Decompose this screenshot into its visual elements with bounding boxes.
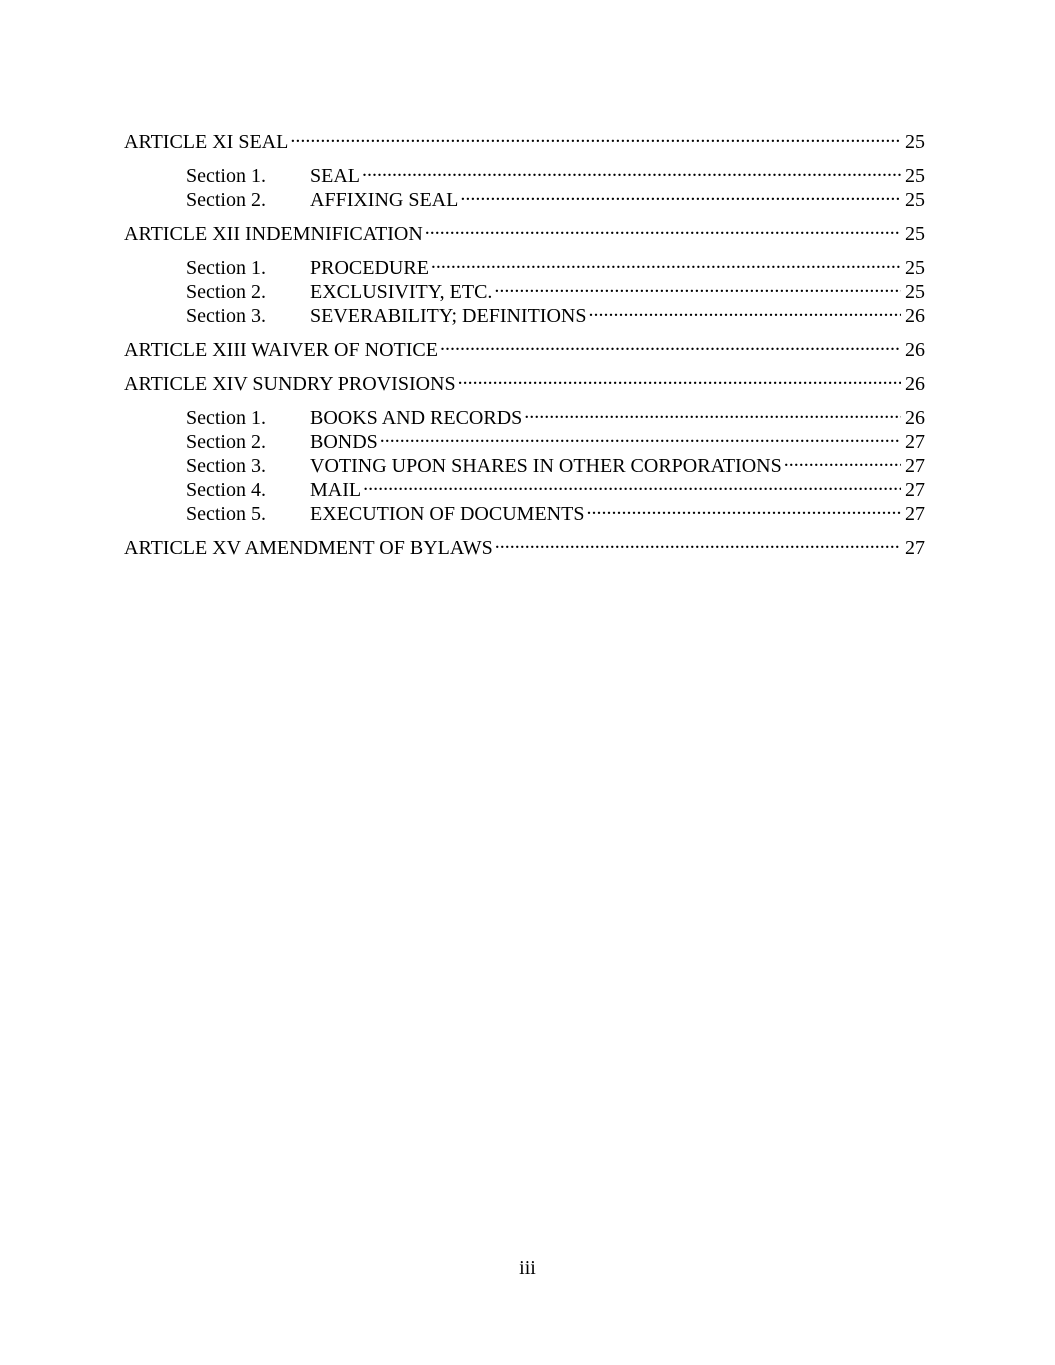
section-title: EXECUTION OF DOCUMENTS bbox=[310, 503, 585, 525]
toc-article-entry[interactable] bbox=[124, 332, 925, 361]
page-number: 27 bbox=[905, 431, 925, 453]
page-number: 25 bbox=[905, 165, 925, 187]
page-number: 27 bbox=[905, 503, 925, 525]
page-number: 27 bbox=[905, 455, 925, 477]
page-number: 26 bbox=[905, 407, 925, 429]
toc-article-entry[interactable] bbox=[124, 530, 925, 559]
footer-page-number: iii bbox=[519, 1257, 536, 1279]
dot-leader bbox=[494, 274, 901, 298]
page-number: 27 bbox=[905, 479, 925, 501]
section-title: MAIL bbox=[310, 479, 362, 501]
page-number: 26 bbox=[905, 373, 925, 395]
section-list bbox=[124, 400, 925, 525]
page-number: 26 bbox=[905, 305, 925, 327]
page-number: 27 bbox=[905, 537, 925, 559]
dot-leader bbox=[586, 496, 901, 520]
article-title: ARTICLE XI SEAL bbox=[124, 131, 289, 153]
dot-leader bbox=[362, 158, 901, 182]
article-title: ARTICLE XIII WAIVER OF NOTICE bbox=[124, 339, 438, 361]
section-title: AFFIXING SEAL bbox=[310, 189, 459, 211]
dot-leader bbox=[524, 400, 901, 424]
dot-leader bbox=[380, 424, 901, 448]
section-title: PROCEDURE bbox=[310, 257, 429, 279]
dot-leader bbox=[588, 298, 901, 322]
toc-article-entry[interactable] bbox=[124, 216, 925, 245]
dot-leader bbox=[290, 124, 901, 148]
dot-leader bbox=[440, 332, 901, 356]
article-title: ARTICLE XII INDEMNIFICATION bbox=[124, 223, 423, 245]
section-number: Section 2. bbox=[186, 189, 266, 211]
section-number: Section 1. bbox=[186, 257, 266, 279]
page-number: 26 bbox=[905, 339, 925, 361]
toc-section-entry[interactable] bbox=[124, 250, 925, 279]
section-list bbox=[124, 250, 925, 327]
page-number: 25 bbox=[905, 257, 925, 279]
page-number: 25 bbox=[905, 223, 925, 245]
page-number: 25 bbox=[905, 281, 925, 303]
dot-leader bbox=[425, 216, 901, 240]
page-number: 25 bbox=[905, 131, 925, 153]
section-number: Section 2. bbox=[186, 281, 266, 303]
dot-leader bbox=[363, 472, 901, 496]
dot-leader bbox=[495, 530, 901, 554]
section-title: BONDS bbox=[310, 431, 378, 453]
toc-article-entry[interactable] bbox=[124, 124, 925, 153]
section-number: Section 1. bbox=[186, 165, 266, 187]
dot-leader bbox=[784, 448, 901, 472]
dot-leader bbox=[458, 366, 901, 390]
toc-section-entry[interactable] bbox=[124, 158, 925, 187]
section-title: VOTING UPON SHARES IN OTHER CORPORATIONS bbox=[310, 455, 782, 477]
section-title: SEVERABILITY; DEFINITIONS bbox=[310, 305, 587, 327]
article-title: ARTICLE XV AMENDMENT OF BYLAWS bbox=[124, 537, 493, 559]
section-list bbox=[124, 158, 925, 211]
section-number: Section 2. bbox=[186, 431, 266, 453]
section-title: EXCLUSIVITY, ETC. bbox=[310, 281, 493, 303]
section-number: Section 5. bbox=[186, 503, 266, 525]
article-title: ARTICLE XIV SUNDRY PROVISIONS bbox=[124, 373, 456, 395]
dot-leader bbox=[460, 182, 901, 206]
toc-article-entry[interactable] bbox=[124, 366, 925, 395]
section-number: Section 1. bbox=[186, 407, 266, 429]
section-number: Section 4. bbox=[186, 479, 266, 501]
section-number: Section 3. bbox=[186, 305, 266, 327]
page-number: 25 bbox=[905, 189, 925, 211]
section-number: Section 3. bbox=[186, 455, 266, 477]
table-of-contents bbox=[124, 124, 925, 559]
section-title: SEAL bbox=[310, 165, 360, 187]
section-title: BOOKS AND RECORDS bbox=[310, 407, 523, 429]
dot-leader bbox=[431, 250, 901, 274]
toc-section-entry[interactable] bbox=[124, 400, 925, 429]
